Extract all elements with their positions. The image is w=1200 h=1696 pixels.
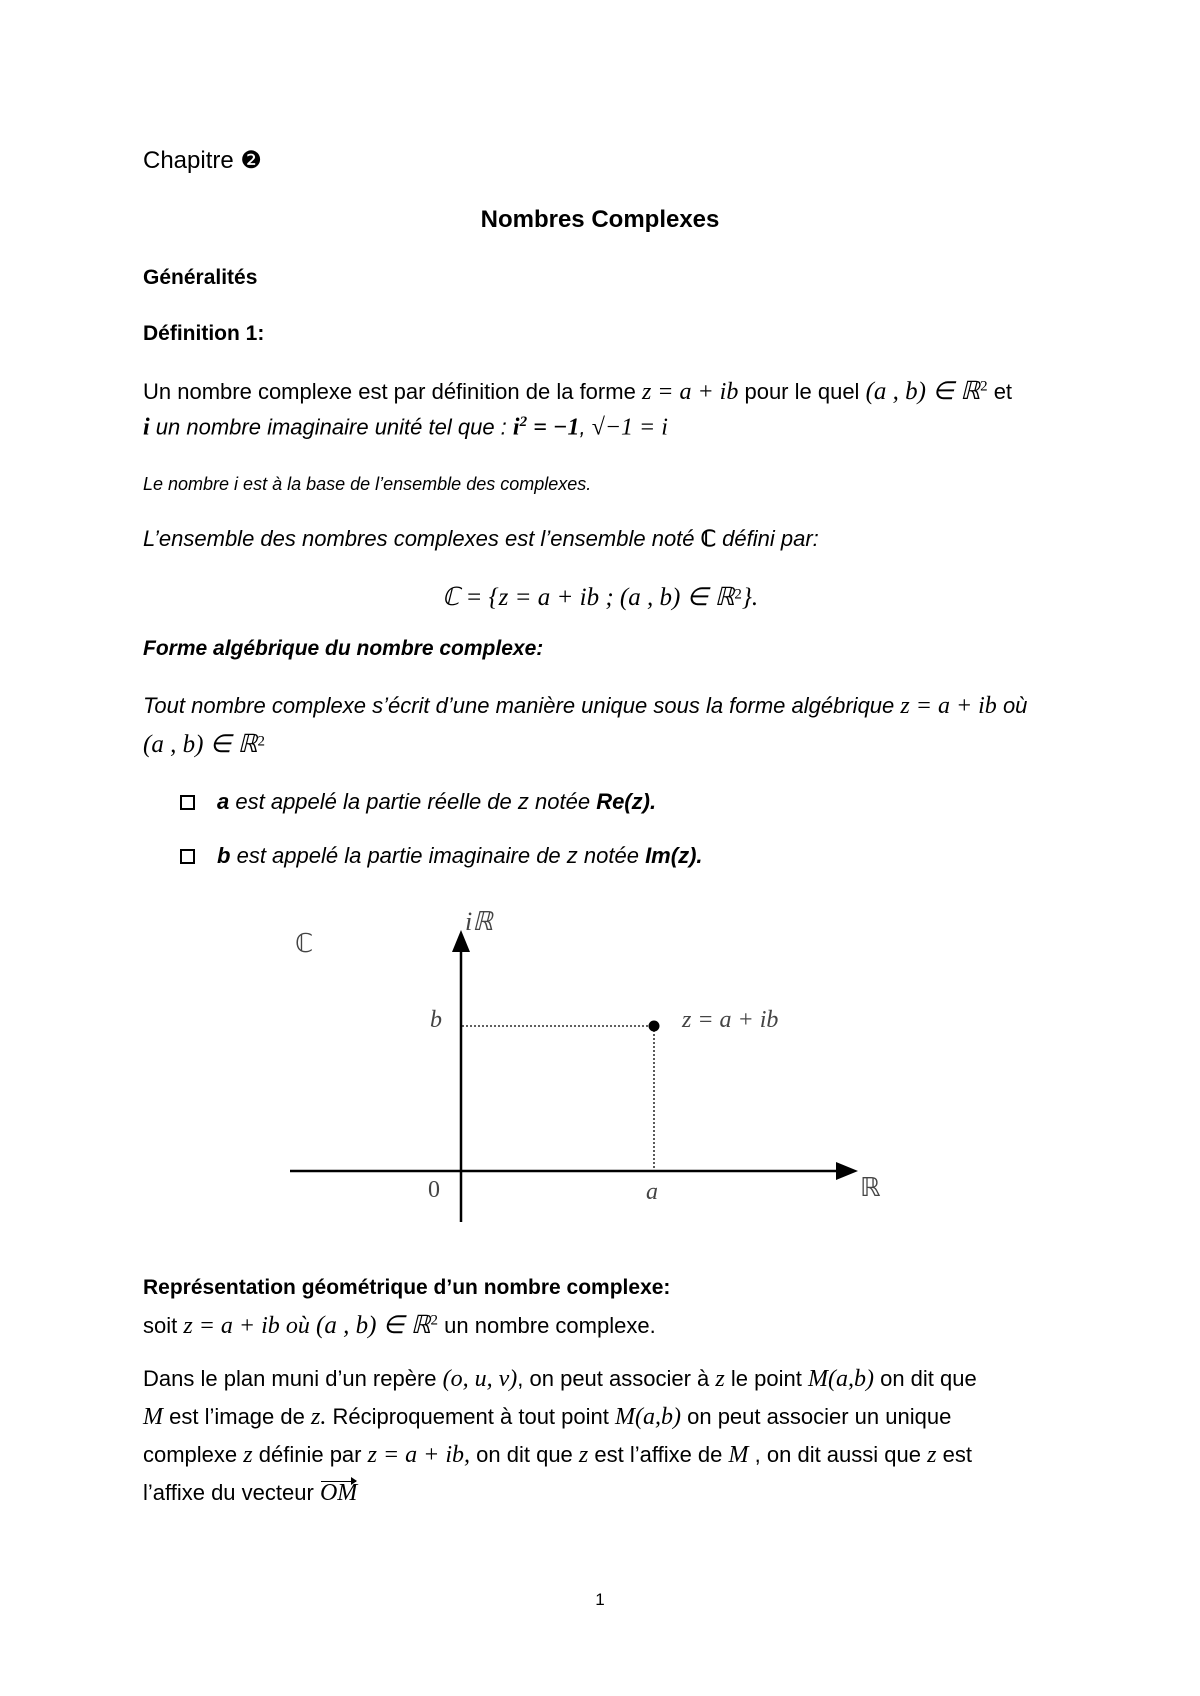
math-point-M: M(a,b) xyxy=(615,1404,681,1430)
geometric-paragraph-line-1 xyxy=(143,1366,977,1393)
set-label: ℂ xyxy=(295,929,314,958)
section-generalities: Généralités xyxy=(143,266,258,289)
set-def-text: L’ensemble des nombres complexes est l’ensemble noté xyxy=(143,526,695,551)
formula-pair: (a , b) ∈ ℝ xyxy=(865,378,981,405)
origin-label: 0 xyxy=(428,1177,440,1203)
math-z: z xyxy=(927,1442,937,1468)
bullet-text-1: est appelé la partie réelle de z notée xyxy=(235,789,591,814)
text-segment: Réciproquement à tout point xyxy=(332,1404,609,1429)
formula-separator: , xyxy=(579,414,586,440)
set-formula-main: ℂ = {z = a + ib ; (a , b) ∈ ℝ xyxy=(441,584,735,611)
bullet-bold-1: Re(z). xyxy=(596,789,657,814)
math-M: M xyxy=(143,1404,163,1430)
imaginary-axis-label: iℝ xyxy=(465,907,493,936)
geometric-paragraph-line-4 xyxy=(143,1480,357,1507)
vector-OM: OM xyxy=(319,1480,358,1506)
math-z: z. xyxy=(311,1404,327,1430)
definition-heading: Définition 1: xyxy=(143,322,265,345)
text-segment: , on dit aussi que xyxy=(754,1442,921,1467)
geometric-line-1 xyxy=(143,1310,656,1340)
imaginary-unit: i xyxy=(143,414,150,441)
geometric-paragraph-line-2 xyxy=(143,1404,951,1431)
set-formula-sup: 2 xyxy=(734,586,742,603)
geometric-paragraph-line-3 xyxy=(143,1442,972,1469)
a-label: a xyxy=(646,1179,658,1205)
definition-text-mid: pour le quel xyxy=(744,379,860,404)
geo-ou: où xyxy=(285,1313,310,1339)
set-symbol: ℂ xyxy=(700,526,717,551)
bullet-text-2: est appelé la partie imaginaire de z notée xyxy=(236,843,646,868)
text-segment: , on peut associer à xyxy=(517,1366,710,1391)
definition-text: Un nombre complexe est par définition de la forme xyxy=(143,379,636,404)
geo-soit: soit xyxy=(143,1313,178,1338)
geo-pair-sup: 2 xyxy=(430,1312,439,1329)
frame-notation: (o, u, v) xyxy=(442,1366,518,1392)
algebraic-heading: Forme algébrique du nombre complexe: xyxy=(143,637,544,660)
text-segment: on peut associer un unique xyxy=(687,1404,952,1429)
text-segment: on dit que xyxy=(476,1442,573,1467)
text-segment: complexe xyxy=(143,1442,238,1467)
text-segment: est xyxy=(942,1442,972,1467)
math-formula: z = a + ib, xyxy=(367,1442,471,1468)
page-title: Nombres Complexes xyxy=(480,206,720,233)
formula-z: z = a + ib xyxy=(641,379,739,405)
math-z: z xyxy=(578,1442,589,1468)
formula-i-rest: = −1 xyxy=(533,414,580,441)
chapter-number: ❷ xyxy=(240,147,262,174)
math-M: M xyxy=(728,1442,749,1468)
note-i: Le nombre i est à la base de l’ensemble des complexes. xyxy=(143,474,592,494)
text-segment: définie par xyxy=(258,1442,362,1467)
chapter-label: Chapitre xyxy=(143,147,234,174)
set-formula-end: }. xyxy=(741,584,759,611)
formula-i: i xyxy=(512,414,520,441)
algebraic-text: Tout nombre complexe s’écrit d’une manière unique sous la forme algébrique xyxy=(143,693,895,718)
text-segment: est l’affixe de xyxy=(594,1442,723,1467)
formula-sqrt: √−1 = i xyxy=(591,414,668,441)
geo-formula: z = a + ib xyxy=(183,1313,280,1339)
geo-line1-end: un nombre complexe. xyxy=(444,1313,656,1338)
real-axis-arrow-icon xyxy=(836,1162,858,1180)
algebraic-pair-sup: 2 xyxy=(257,733,265,750)
point-z xyxy=(649,1021,660,1032)
math-point-M: M(a,b) xyxy=(807,1366,874,1392)
b-label: b xyxy=(430,1007,442,1033)
point-label: z = a + ib xyxy=(682,1007,779,1033)
definition-line-2-text: un nombre imaginaire unité tel que : xyxy=(155,414,507,440)
bullet-var-a: a xyxy=(217,789,230,814)
algebraic-pair: (a , b) ∈ ℝ xyxy=(143,731,258,758)
math-z: z xyxy=(243,1442,253,1468)
geometric-heading: Représentation géométrique d’un nombre complexe: xyxy=(143,1276,671,1299)
page-number: 1 xyxy=(595,1590,605,1609)
formula-superscript: 2 xyxy=(980,378,988,395)
bullet-bold-2: Im(z). xyxy=(645,843,703,868)
set-def-text-post: défini par: xyxy=(722,526,819,551)
bullet-var-b: b xyxy=(217,843,231,868)
text-segment: est l’image de xyxy=(169,1404,305,1429)
text-segment: l’affixe du vecteur xyxy=(143,1480,314,1505)
algebraic-ou: où xyxy=(1002,693,1028,718)
formula-i-sup: 2 xyxy=(519,414,528,430)
text-segment: Dans le plan muni d’un repère xyxy=(143,1366,437,1391)
definition-text-end: et xyxy=(993,379,1013,404)
text-segment: le point xyxy=(730,1366,802,1391)
algebraic-formula: z = a + ib xyxy=(900,693,997,719)
text-segment: on dit que xyxy=(880,1366,977,1391)
geo-pair: (a , b) ∈ ℝ xyxy=(316,1312,431,1339)
math-z: z xyxy=(715,1366,725,1392)
real-axis-label: ℝ xyxy=(860,1173,881,1202)
